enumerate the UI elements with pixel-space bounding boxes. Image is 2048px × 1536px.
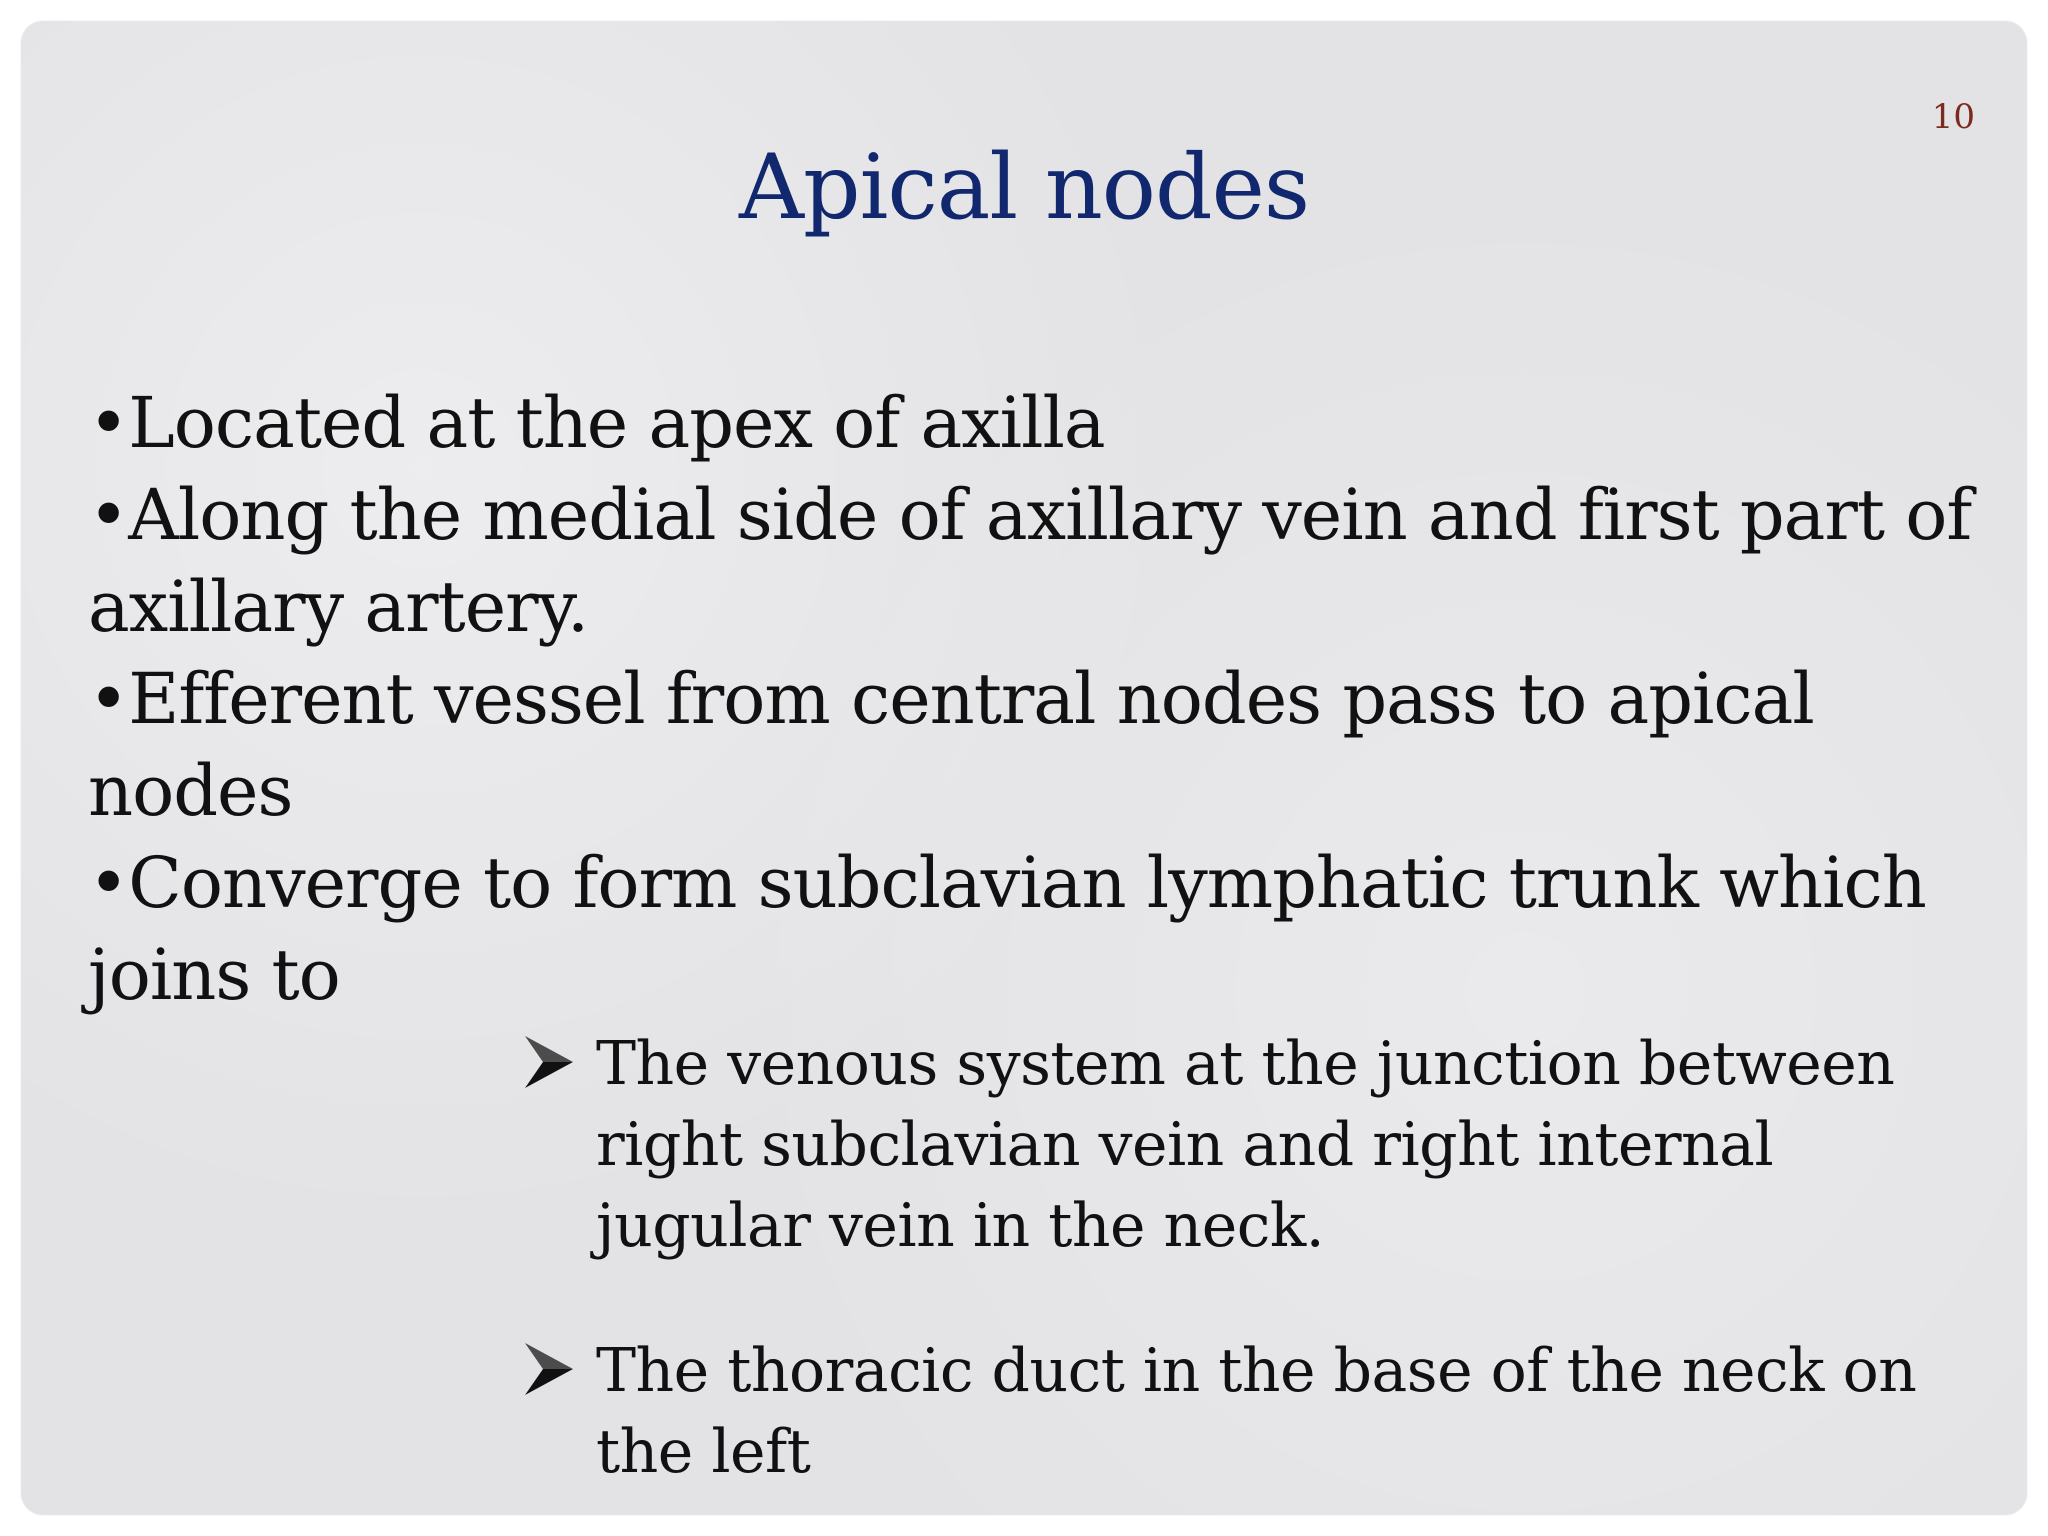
slide [21, 21, 2027, 1515]
page-number: 10 [1931, 97, 1975, 137]
bullet-item: •Located at the apex of axilla [88, 382, 1105, 464]
sub-bullet-item [521, 1024, 1921, 1267]
bullet-list [88, 377, 1988, 1021]
arrowhead-bullet-icon [521, 1032, 577, 1092]
arrowhead-bullet-icon [521, 1339, 577, 1399]
sub-bullet-text: The thoracic duct in the base of the neck on the left [596, 1336, 1917, 1487]
sub-bullet-text: The venous system at the junction between right subclavian vein and right internal jugular vein in the neck. [596, 1029, 1895, 1261]
bullet-item: •Along the medial side of axillary vein and first part of axillary artery. [88, 474, 1972, 648]
slide-title: Apical nodes [738, 135, 1310, 240]
bullet-item: •Efferent vessel from central nodes pass to apical nodes [88, 658, 1814, 832]
sub-bullet-item [521, 1331, 1921, 1493]
bullet-item: •Converge to form subclavian lymphatic trunk which joins to [88, 842, 1926, 1016]
